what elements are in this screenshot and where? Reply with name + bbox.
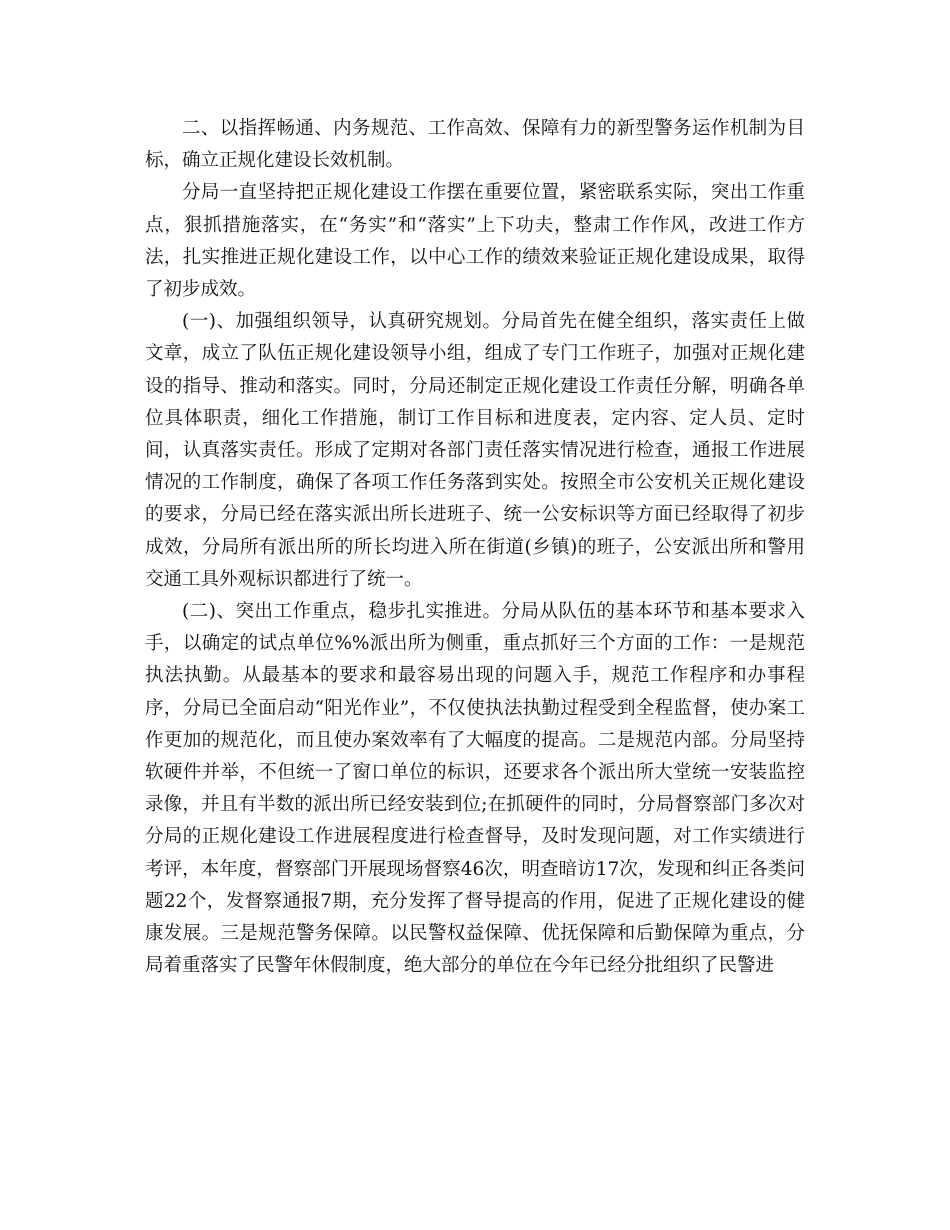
paragraph-organization-leadership: (一)、加强组织领导，认真研究规划。分局首先在健全组织，落实责任上做文章，成立了队伍正规化建设领导小组，组成了专门工作班子，加强对正规化建设的指导、推动和落实。同时，分局还制定正规化建设工作责任分解，明确各单位具体职责，细化工作措施，制订工作目标和进度表，定内容、定人员、定时间，认真落实责任。形成了定期对各部门责任落实情况进行检查，通报工作进展情况的工作制度，确保了各项工作任务落到实处。按照全市公安机关正规化建设的要求，分局已经在落实派出所长进班子、统一公安标识等方面已经取得了初步成效，分局所有派出所的所长均进入所在街道(乡镇)的班子，公安派出所和警用交通工具外观标识都进行了统一。	[145, 311, 805, 590]
paragraph-work-priorities: (二)、突出工作重点，稳步扎实推进。分局从队伍的基本环节和基本要求入手，以确定的试点单位%%派出所为侧重，重点抓好三个方面的工作：一是规范执法执勤。从最基本的要求和最容易出现的问题入手，规范工作程序和办事程序，分局已全面启动“阳光作业”，不仅使执法执勤过程受到全程监督，使办案工作更加的规范化，而且使办案效率有了大幅度的提高。二是规范内部。分局坚持软硬件并举，不但统一了窗口单位的标识，还要求各个派出所大堂统一安装监控录像，并且有半数的派出所已经安装到位;在抓硬件的同时，分局督察部门多次对分局的正规化建设工作进展程度进行检查督导，及时发现问题，对工作实绩进行考评，本年度，督察部门开展现场督察46次，明查暗访17次，发现和纠正各类问题22个，发督察通报7期，充分发挥了督导提高的作用，促进了正规化建设的健康发展。三是规范警务保障。以民警权益保障、优抚保障和后勤保障为重点，分局着重落实了民警年休假制度，绝大部分的单位在今年已经分批组织了民警进	[145, 601, 805, 977]
paragraph-overview: 分局一直坚持把正规化建设工作摆在重要位置，紧密联系实际，突出工作重点，狠抓措施落实，在“务实”和“落实”上下功夫，整肃工作作风，改进工作方法，扎实推进正规化建设工作，以中心工作的绩效来验证正规化建设成果，取得了初步成效。	[145, 182, 805, 301]
paragraph-section-heading: 二、以指挥畅通、内务规范、工作高效、保障有力的新型警务运作机制为目标，确立正规化建设长效机制。	[145, 118, 805, 172]
document-body	[145, 113, 805, 982]
